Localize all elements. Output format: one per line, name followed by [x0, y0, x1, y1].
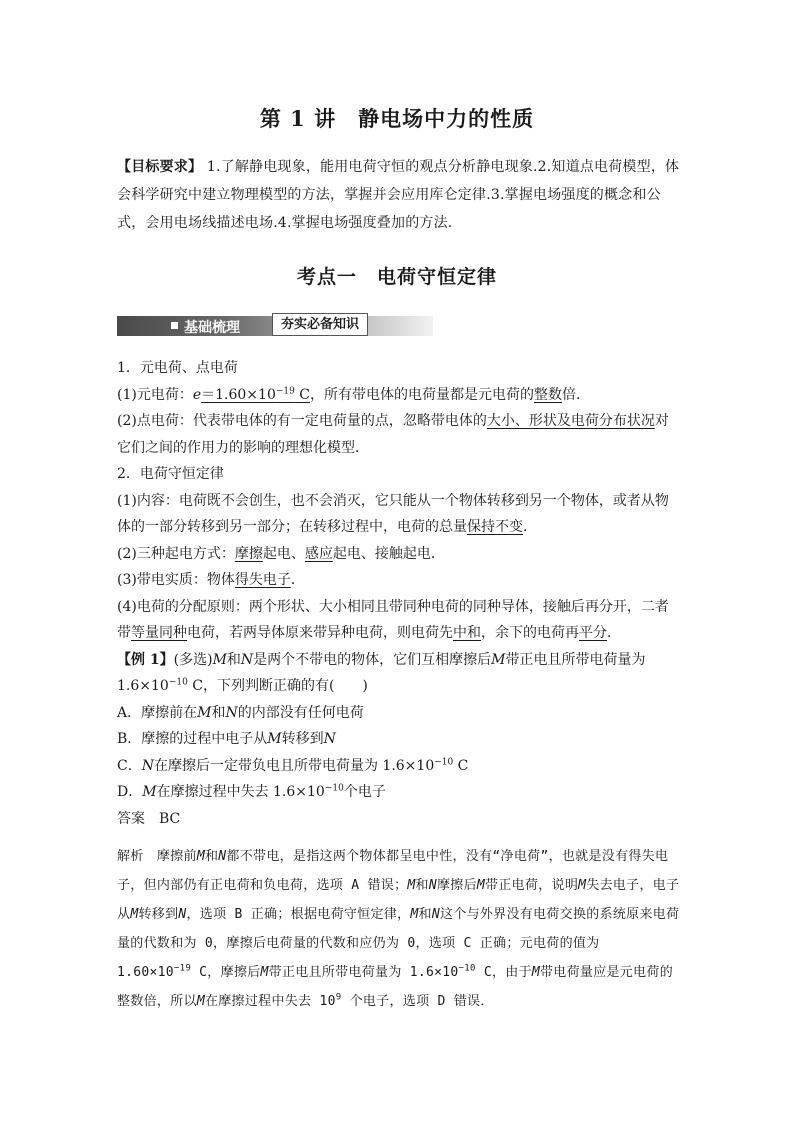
square-bullet-icon [171, 322, 178, 329]
lecture-number: 第 1 讲 [259, 106, 337, 131]
section-topic: 电荷守恒定律 [377, 266, 498, 288]
banner-label-knowledge: 夯实必备知识 [272, 313, 368, 336]
answer-line: 答案 BC [117, 810, 181, 827]
option-c: C．N在摩擦后一定带负电且所带电荷量为 $1.6\times 10^{-10}$ C [117, 756, 469, 774]
content-body [117, 355, 680, 832]
section-number: 考点一 [296, 266, 357, 288]
para-content: (1)内容：电荷既不会创生，也不会消灭，它只能从一个物体转移到另一个物体，或者从物体的一部分转移到另一部分；在转移过程中，电荷的总量保持不变． [117, 492, 669, 535]
heading-1: 1．元电荷、点电荷 [117, 360, 238, 376]
banner-label-basics: 基础梳理 [184, 320, 240, 336]
example-stem: 【例 1】(多选)M和N是两个不带电的物体，它们互相摩擦后M带正电且所带电荷量为 $1.6\times 10^{-10}$ C，下列判断正确的有( ) [117, 651, 646, 694]
learning-goals [117, 153, 680, 237]
para-essence: (3)带电实质：物体得失电子． [117, 572, 305, 588]
explanation [117, 842, 680, 1016]
para-methods: (2)三种起电方式：摩擦起电、感应起电、接触起电． [117, 545, 445, 562]
goals-tag: 【目标要求】 [117, 159, 203, 175]
option-a: A．摩擦前在M和N的内部没有任何电荷 [117, 704, 364, 721]
lecture-title [0, 103, 794, 133]
lecture-topic: 静电场中力的性质 [358, 106, 535, 131]
para-point-charge: (2)点电荷：代表带电体的有一定电荷量的点，忽略带电体的大小、形状及电荷分布状况对它们之间的作用力的影响的理想化模型． [117, 413, 669, 456]
para-distribution: (4)电荷的分配原则：两个形状、大小相同且带同种电荷的同种导体，接触后再分开，二者带等量同种电荷，若两导体原来带异种电荷，则电荷先中和，余下的电荷再平分． [117, 598, 669, 641]
option-d: D．M在摩擦过程中失去 $1.6\times 10^{-10}$个电子 [117, 783, 386, 800]
explanation-text: 解析 摩擦前M和N都不带电，是指这两个物体都呈电中性，没有“净电荷”，也就是没有得失电子，但内部仍有正电荷和负电荷，选项 A 错误；M和N摩擦后M带正电荷，说明M失去电子，电子从M转移到N，选项 B 正确；根据电荷守恒定律，M和N这个与外界没有电荷交换的系统原来电荷量的代数和为 0，摩擦后电荷量的代数和应仍为 0，选项 C 正确；元电荷的值为 $1.60\times 10^{-19}$ C，摩擦后M带正电且所带电荷量为 $1.6\times 10^{-10}$ C，由于M带电荷量应是元电荷的整数倍，所以M在摩擦过程中失去 $10^9$ 个电子，选项 D 错误． [117, 849, 680, 1009]
option-b: B．摩擦的过程中电子从M转移到N [117, 731, 336, 747]
heading-2: 2．电荷守恒定律 [117, 466, 224, 482]
para-elementary-charge: (1)元电荷：$e=1.60\times 10^{-19}$ C，所有带电体的电荷量都是元电荷的整数倍． [117, 385, 591, 403]
basics-banner [117, 313, 433, 337]
section-heading [0, 262, 794, 289]
goals-text: 1.了解静电现象，能用电荷守恒的观点分析静电现象.2.知道点电荷模型，体会科学研究中建立物理模型的方法，掌握并会应用库仑定律.3.掌握电场强度的概念和公式，会用电场线描述电场.4.掌握电场强度叠加的方法. [117, 159, 680, 231]
